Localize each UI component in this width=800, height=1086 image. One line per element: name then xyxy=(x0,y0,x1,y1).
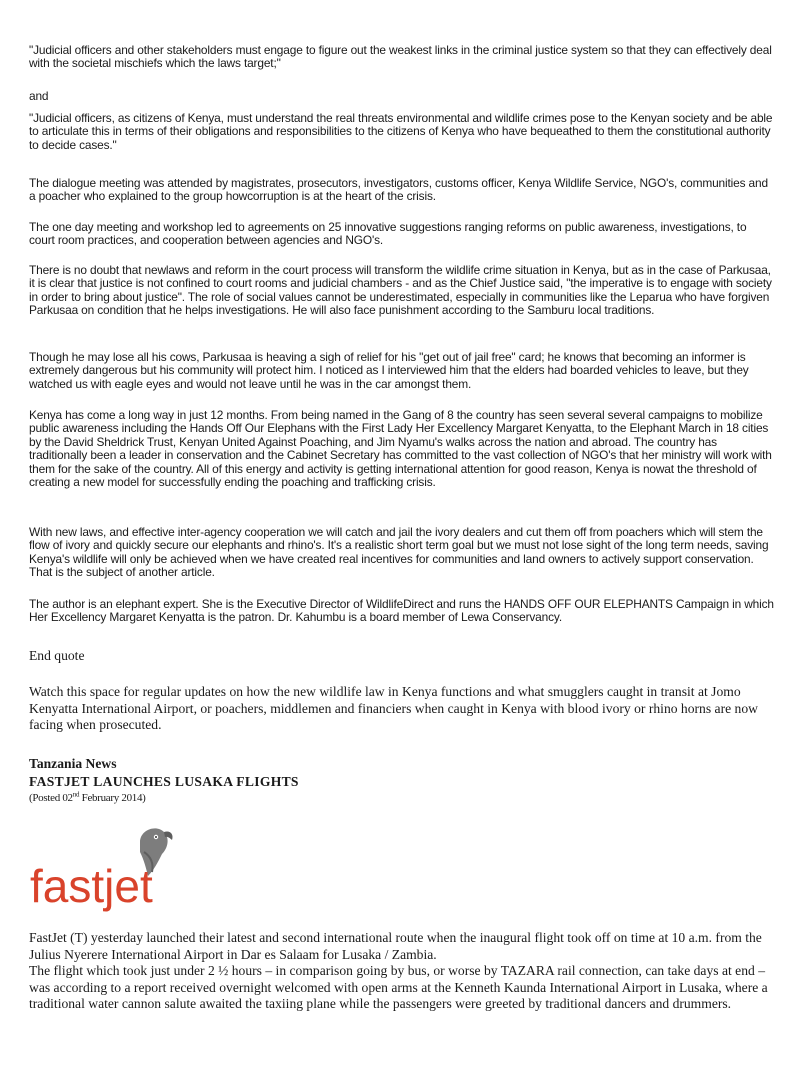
paragraph-inter-agency: With new laws, and effective inter-agency cooperation we will catch and jail the ivory dealers and cut them off from poachers which will stem the flow of ivory and quickly secure our elephants and rhino's. It's a realistic short term goal but we must not lose sight of the long term needs, saving Kenya's wildlife will only be achieved when we have created real incentives for communities and land owners to actively support conservation. That is the subject of another article. xyxy=(29,525,769,580)
connector-text: and xyxy=(29,89,49,103)
paragraph-new-laws: There is no doubt that newlaws and reform in the court process will transform the wildlife crime situation in Kenya, but as in the case of Parkusaa, it is clear that justice is not confined to court rooms and judicial chambers - and as the Chief Justice said, "the imperative is to engage with society in order to bring about justice". The role of social values cannot be underestimated, especially in communities like the Leparua who have forgiven Parkusaa on condition that he helps investigations. He will also face punishment according to the Samburu local traditions. xyxy=(29,263,772,318)
posted-prefix: (Posted 02 xyxy=(29,792,73,804)
article-paragraph-2: The flight which took just under 2 ½ hours – in comparison going by bus, or worse by TAZARA rail connection, can take days at end – was according to a report received overnight welcomed with open arms at the Kenneth Kaunda International Airport in Lusaka, where a traditional water cannon salute awaited the taxiing plane while the passengers were greeted by traditional dancers and drummers. xyxy=(29,963,768,1011)
logo-wordmark: fastjet xyxy=(30,860,153,912)
section-heading: Tanzania News xyxy=(29,756,117,771)
paragraph-kenya-progress: Kenya has come a long way in just 12 months. From being named in the Gang of 8 the country has seen several several campaigns to mobilize public awareness including the Hands Off Our Elephans with the First Lady Her Excellency Margaret Kenyatta, to the Elephant March in 18 cities by the David Sheldrick Trust, Kenyan United Against Poaching, and Jim Nyamu's walks across the nation and abroad. The country has traditionally been a leader in conservation and the Cabinet Secretary has committed to the vast collection of NGO's that her ministry will work with them for the sake of the country. All of this energy and activity is getting international attention for good reason, Kenya is nowat the threshold of creating a new model for successfully ending the poaching and trafficking crisis. xyxy=(29,408,772,490)
paragraph-dialogue-meeting: The dialogue meeting was attended by magistrates, prosecutors, investigators, customs officer, Kenya Wildlife Service, NGO's, communities and a poacher who explained to the group howcorruption is at the heart of the crisis. xyxy=(29,176,768,204)
paragraph-workshop: The one day meeting and workshop led to agreements on 25 innovative suggestions ranging reforms on public awareness, investigations, to court room practices, and cooperation between agencies and NGO's. xyxy=(29,220,747,248)
quote-paragraph-1: "Judicial officers and other stakeholders must engage to figure out the weakest links in the criminal justice system so that they can effectively deal with the societal mischiefs which the laws target;" xyxy=(29,43,772,71)
end-quote: End quote xyxy=(29,648,85,663)
posted-suffix: February 2014) xyxy=(79,792,146,804)
watch-paragraph: Watch this space for regular updates on how the new wildlife law in Kenya functions and what smugglers caught in transit at Jomo Kenyatta International Airport, or poachers, middlemen and financiers when caught in Kenya with blood ivory or rhino horns are now facing when prosecuted. xyxy=(29,684,758,732)
quote-paragraph-2: "Judicial officers, as citizens of Kenya, must understand the real threats environmental and wildlife crimes pose to the Kenyan society and be able to articulate this in terms of their obligations and responsibilities to the citizens of Kenya who have bequeathed to them the constitutional authority to decide cases." xyxy=(29,111,773,152)
fastjet-logo xyxy=(28,822,188,914)
article-paragraph-1: FastJet (T) yesterday launched their latest and second international route when the inaugural flight took off on time at 10 a.m. from the Julius Nyerere International Airport in Dar es Salaam for Lusaka / Zambia. xyxy=(29,930,762,962)
paragraph-author-bio: The author is an elephant expert. She is the Executive Director of WildlifeDirect and runs the HANDS OFF OUR ELEPHANTS Campaign in which Her Excellency Margaret Kenyatta is the patron. Dr. Kahumbu is a board member of Lewa Conservancy. xyxy=(29,597,774,625)
article-title: FASTJET LAUNCHES LUSAKA FLIGHTS xyxy=(29,774,299,789)
posted-ordinal: nd xyxy=(72,790,80,799)
paragraph-parkusaa: Though he may lose all his cows, Parkusaa is heaving a sigh of relief for his "get out of jail free" card; he knows that becoming an informer is extremely dangerous but his community will protect him. I noticed as I interviewed him that the elders had boarded vehicles to leave, but they watched us with eagle eyes and would not leave until he was in the car amongst them. xyxy=(29,350,749,391)
posted-date xyxy=(29,792,774,804)
